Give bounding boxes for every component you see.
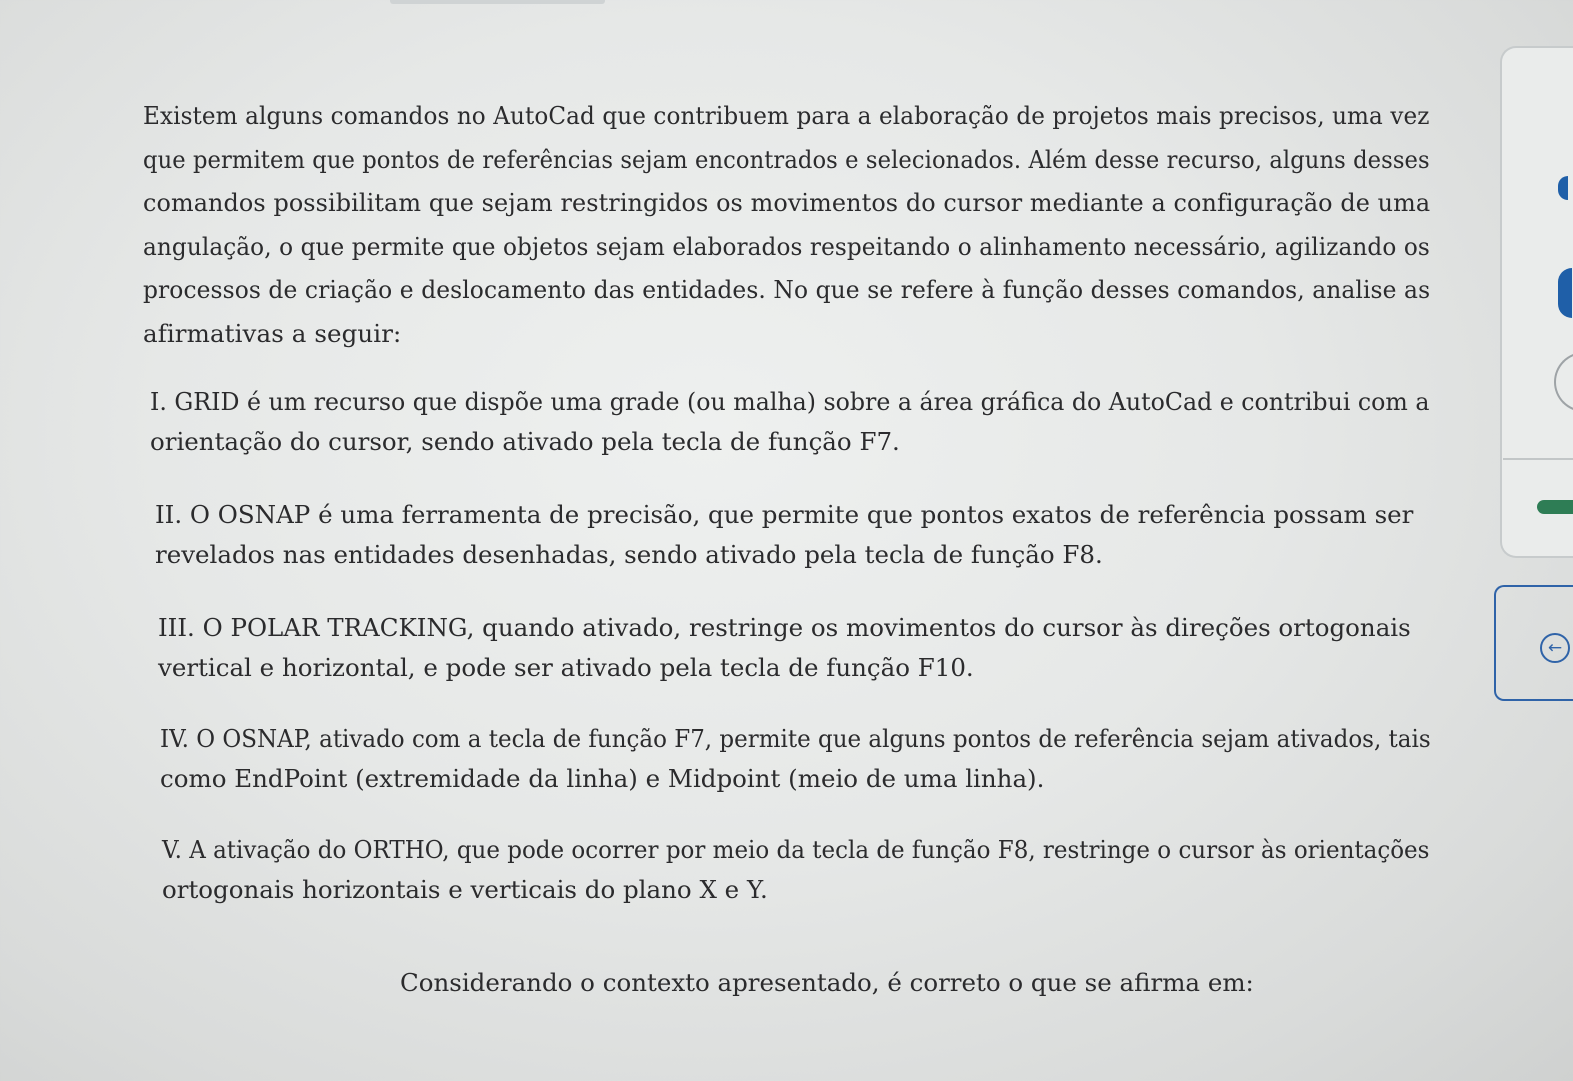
statement-line: I. GRID é um recurso que dispõe uma grade (ou malha) sobre a área gráfica do AutoCad e contribui com a — [150, 387, 1430, 416]
statement-5 — [162, 830, 1432, 910]
statement-4 — [160, 719, 1430, 799]
intro-line: Existem alguns comandos no AutoCad que contribuem para a elaboração de projetos mais precisos, uma vez — [143, 101, 1430, 130]
statement-2 — [155, 495, 1425, 575]
intro-line: afirmativas a seguir: — [143, 318, 402, 348]
intro-line: que permitem que pontos de referências sejam encontrados e selecionados. Além desse recurso, alguns desses — [143, 144, 1430, 174]
statement-line: II. O OSNAP é uma ferramenta de precisão, que permite que pontos exatos de referência possam ser — [155, 500, 1414, 529]
statement-3 — [158, 608, 1428, 688]
question-prompt: Considerando o contexto apresentado, é correto o que se afirma em: — [400, 968, 1254, 997]
statement-line: como EndPoint (extremidade da linha) e Midpoint (meio de uma linha). — [160, 764, 1045, 793]
top-tab-strip — [390, 0, 605, 4]
statement-line: III. O POLAR TRACKING, quando ativado, restringe os movimentos do cursor às direções ortogonais — [158, 613, 1411, 642]
statement-line: IV. O OSNAP, ativado com a tecla de função F7, permite que alguns pontos de referência sejam ativados, tais — [160, 724, 1431, 753]
statement-1 — [150, 382, 1430, 462]
statement-line: orientação do cursor, sendo ativado pela tecla de função F7. — [150, 427, 900, 456]
intro-line: processos de criação e deslocamento das entidades. No que se refere à função desses comandos, analise as — [143, 275, 1431, 304]
question-intro — [143, 94, 1433, 355]
intro-line: angulação, o que permite que objetos sejam elaborados respeitando o alinhamento necessário, agilizando os — [143, 231, 1430, 261]
intro-line: comandos possibilitam que sejam restringidos os movimentos do cursor mediante a configuração de uma — [143, 188, 1431, 217]
progress-bar — [1537, 500, 1573, 514]
statement-line: revelados nas entidades desenhadas, sendo ativado pela tecla de função F8. — [155, 540, 1103, 569]
panel-divider — [1503, 458, 1573, 460]
statement-line: vertical e horizontal, e pode ser ativado pela tecla de função F10. — [158, 653, 974, 682]
statement-line: V. A ativação do ORTHO, que pode ocorrer por meio da tecla de função F8, restringe o cursor às orientações — [162, 835, 1430, 864]
statement-line: ortogonais horizontais e verticais do plano X e Y. — [162, 875, 768, 904]
arrow-left-circle-icon[interactable]: ← — [1540, 633, 1570, 663]
nav-marker[interactable] — [1558, 176, 1568, 200]
nav-marker-active[interactable] — [1558, 268, 1572, 318]
